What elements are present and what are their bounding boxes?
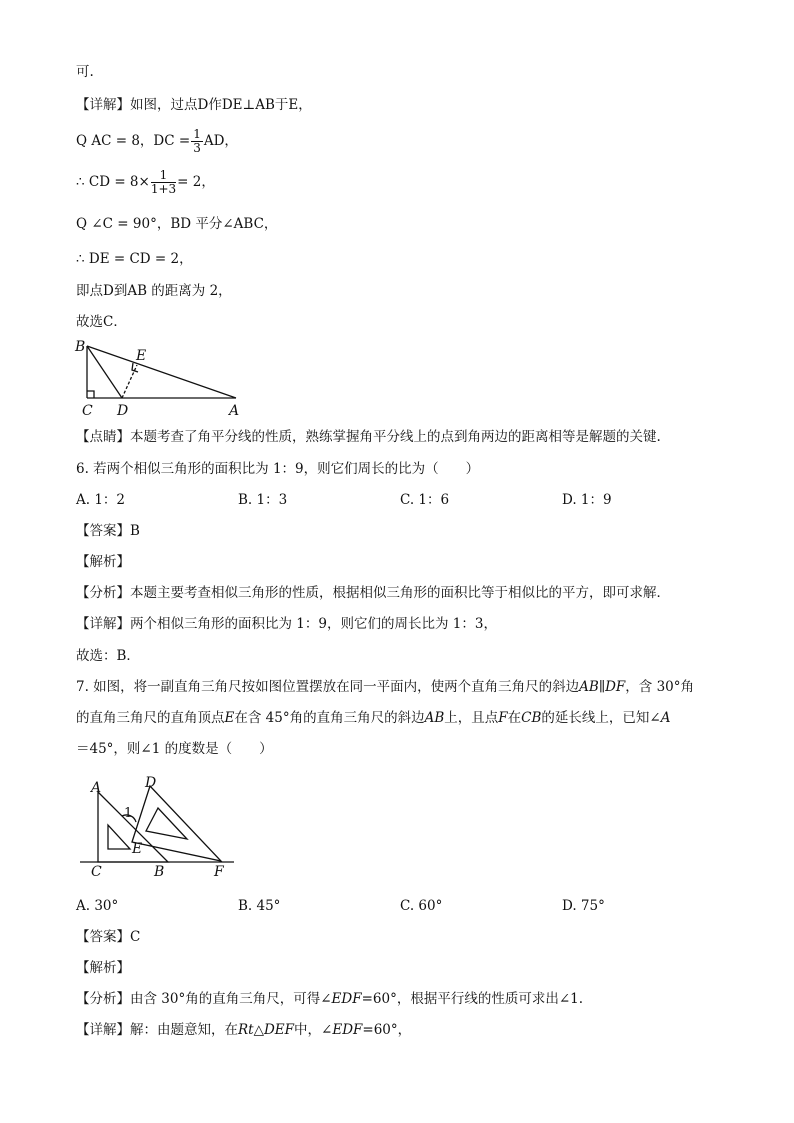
q7-option-c: C. 60° [400,898,443,914]
text: 由含 30°角的直角三角尺，可得∠ [130,991,332,1007]
section-tag: 【详解】 [76,1022,130,1038]
q6-option-d: D. 1：9 [562,492,612,508]
segment-bd [87,346,122,398]
label-f: F [214,864,224,880]
text: =60°， [362,1022,412,1038]
triangle-figure-1 [70,336,250,420]
fraction-denominator: 3 [193,140,201,155]
triangles-figure-2 [76,772,238,880]
math-text: AD， [203,133,238,149]
label-c: C [82,403,93,419]
math: AB [424,710,445,726]
q7-detail [76,1021,411,1039]
label-d: D [145,775,157,791]
text: 7. 如图，将一副直角三角尺按如图位置摆放在同一平面内，使两个直角三角尺的斜边 [76,679,580,695]
section-tag: 【答案】 [76,929,130,945]
text: 解：由题意知，在 [130,1022,238,1038]
math: Rt△DEF [238,1022,295,1038]
q7-option-d: D. 75° [562,898,605,914]
dianjing-line [76,428,661,446]
q6-option-c: C. 1：6 [400,492,450,508]
fraction-numerator: 1 [193,126,201,141]
question-7-line-2 [76,709,670,727]
math: CB [521,710,542,726]
section-tag: 【分析】 [76,991,130,1007]
label-e: E [136,348,147,364]
text: 的直角三角尺的直角顶点 [76,710,225,726]
fraction [151,169,176,196]
segment-ba [87,346,236,398]
label-a: A [91,780,102,796]
section-tag: 【点睛】 [76,429,130,445]
q6-answer [76,522,140,540]
math: F [498,710,508,726]
right-angle-c [87,391,94,398]
triangle-30 [132,786,221,861]
q7-analysis [76,990,583,1008]
math-line [76,164,215,200]
fraction-denominator: 1+3 [150,181,177,196]
math-text: = 2， [177,174,215,190]
math: EDF [331,991,362,1007]
label-a: A [229,403,240,419]
section-tag: 【详解】 [76,97,130,113]
q6-jiexi: 【解析】 [76,554,130,570]
math-text: ∴ CD = 8× [76,174,150,190]
text: 在含 45°角的直角三角尺的斜边 [234,710,425,726]
answer-value: C [130,929,141,945]
q6-choice: 故选：B． [76,648,140,664]
label-e: E [132,841,143,857]
math-line: ∴ DE = CD = 2， [76,251,193,267]
math: A [660,710,671,726]
text: ，含 30°角 [625,679,695,695]
detail-text: 如图，过点D作DE⊥AB于E， [130,97,312,113]
answer-value: B [130,523,140,539]
triangle-30-inner [146,808,187,839]
text-line: 故选C． [76,314,127,330]
label-angle-1: 1 [124,806,133,821]
fraction-numerator: 1 [151,169,176,183]
segment-de [122,365,137,398]
text-line: 即点D到AB 的距离为 2， [76,283,232,299]
text-line: 可. [76,64,94,80]
label-b: B [154,864,165,880]
math-line [76,124,238,158]
text: 的延长线上，已知∠ [541,710,661,726]
section-tag: 【答案】 [76,523,130,539]
q7-option-a: A. 30° [76,898,119,914]
math: EDF [332,1022,363,1038]
q6-analysis [76,584,670,602]
q7-answer [76,928,140,946]
right-angle-e [132,363,138,372]
text: 在 [507,710,522,726]
section-tag: 【详解】 [76,616,130,632]
math-line: Q ∠C = 90°，BD 平分∠ABC， [76,216,278,232]
math: E [224,710,235,726]
question-7-line-1 [76,678,694,696]
detail-text: 两个相似三角形的面积比为 1：9，则它们的周长比为 1：3， [130,616,497,632]
math: AB∥DF [579,679,626,695]
analysis-text: 本题主要考查相似三角形的性质，根据相似三角形的面积比等于相似比的平方，即可求解． [130,585,670,601]
q6-option-a: A. 1：2 [76,492,126,508]
math-text: Q AC = 8，DC = [76,133,191,149]
text: =60°，根据平行线的性质可求出∠1. [361,991,584,1007]
detail-line [76,96,312,114]
question-6: 6. 若两个相似三角形的面积比为 1：9，则它们周长的比为（ ） [76,461,480,477]
label-d: D [117,403,129,419]
text: 上，且点 [444,710,499,726]
q6-option-b: B. 1：3 [238,492,288,508]
triangle-45-inner [108,825,130,849]
text: 中，∠ [294,1022,333,1038]
fraction [191,128,203,155]
label-c: C [91,864,102,880]
q6-detail [76,615,497,633]
q7-option-b: B. 45° [238,898,281,914]
label-b: B [75,339,86,355]
dianjing-text: 本题考查了角平分线的性质，熟练掌握角平分线上的点到角两边的距离相等是解题的关键. [130,429,661,445]
section-tag: 【分析】 [76,585,130,601]
question-7-line-3: ＝45°，则∠1 的度数是（ ） [76,741,273,757]
q7-jiexi: 【解析】 [76,960,130,976]
